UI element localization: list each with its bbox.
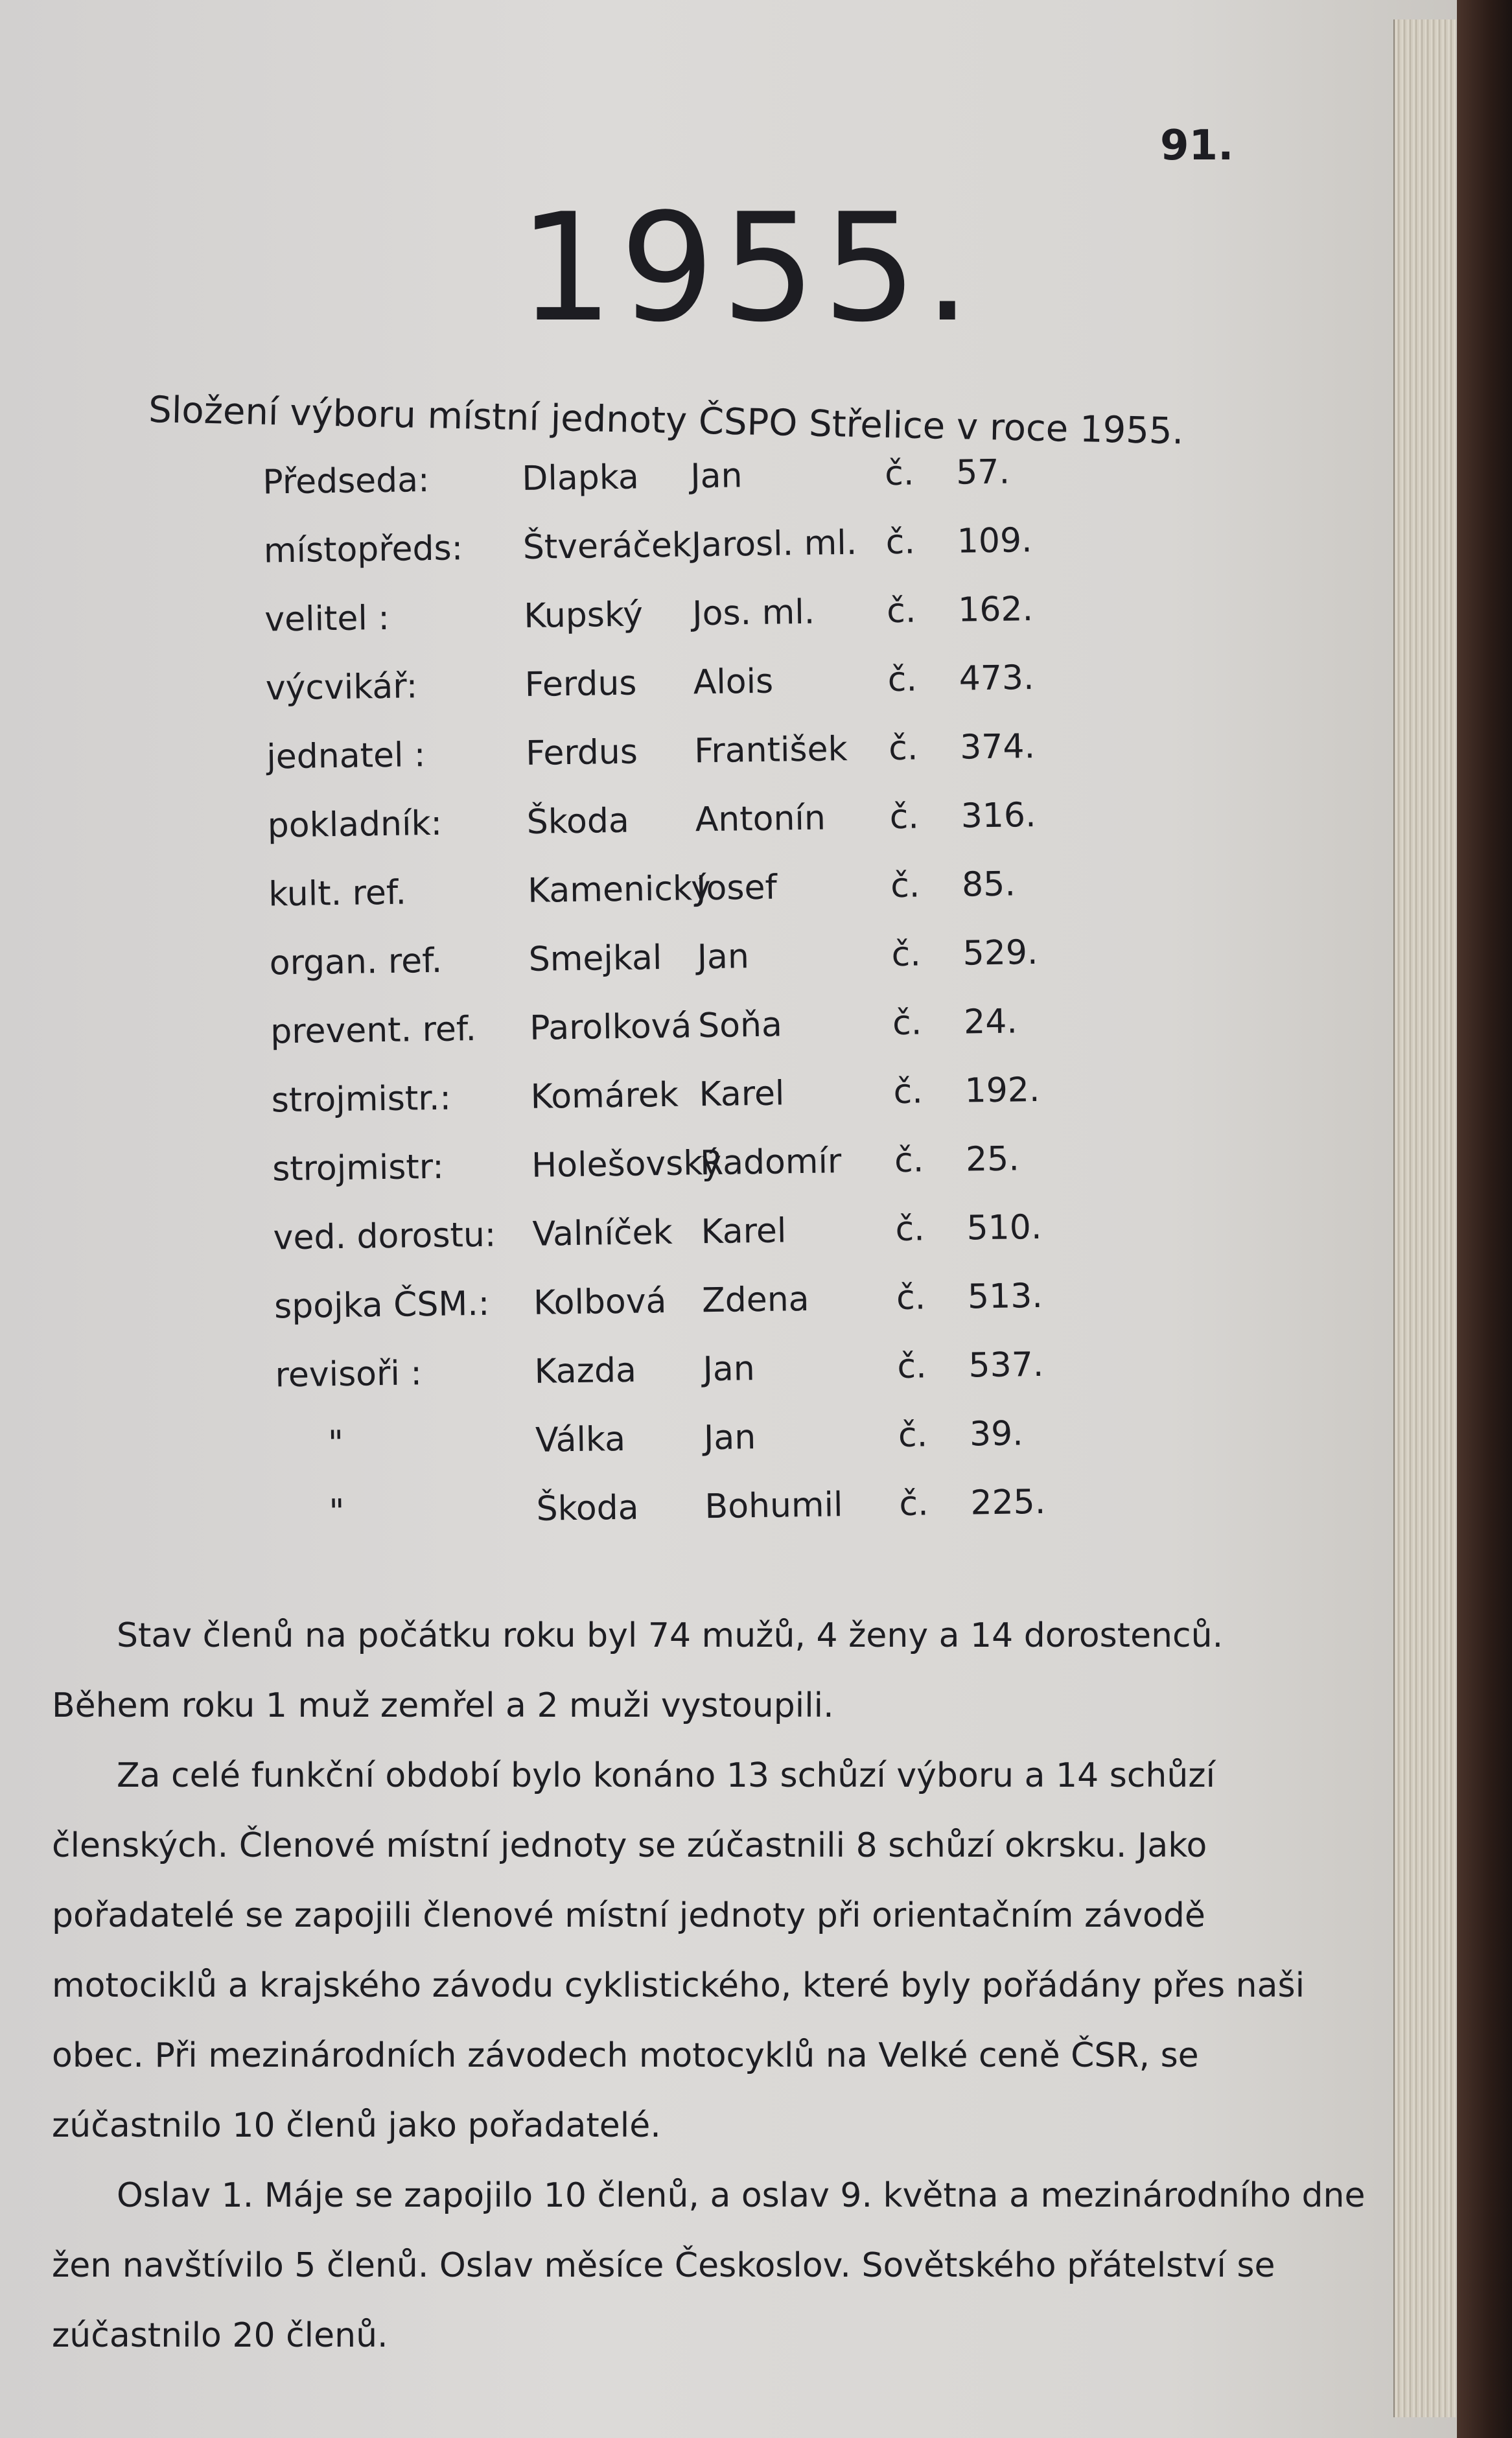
roster-first-name: Alois: [693, 662, 774, 702]
year-title: 1955.: [518, 182, 978, 355]
roster-role: ved. dorostu:: [273, 1215, 496, 1258]
roster-number-label: č.: [887, 660, 918, 700]
roster-role: strojmistr:: [272, 1147, 445, 1189]
roster-surname: Ferdus: [525, 732, 638, 773]
roster-number-label: č.: [884, 454, 914, 494]
roster-house-number: 109.: [957, 521, 1032, 561]
committee-roster: [243, 452, 1101, 1562]
roster-surname: Valníček: [532, 1213, 673, 1254]
roster-first-name: Jan: [703, 1418, 756, 1458]
roster-surname: Kolbová: [533, 1282, 667, 1323]
roster-surname: Kupský: [523, 595, 644, 636]
roster-house-number: 25.: [965, 1139, 1020, 1179]
book-binding: [1457, 0, 1512, 2438]
roster-row: [250, 933, 1093, 1013]
roster-row: [253, 1207, 1097, 1288]
roster-house-number: 39.: [969, 1414, 1024, 1454]
roster-role: strojmistr.:: [271, 1078, 452, 1120]
roster-row: [246, 658, 1089, 738]
roster-surname: Štveráček: [522, 526, 692, 567]
roster-role: prevent. ref.: [270, 1010, 477, 1052]
page-edge: [1393, 19, 1456, 2417]
roster-house-number: 85.: [961, 865, 1016, 905]
roster-row: [249, 864, 1092, 944]
meetings-paragraph: Za celé funkční období bylo konáno 13 schůzí výboru a 14 schůzí členských. Členové místní jednoty se zúčastnili 8 schůzí okrsku. Jako pořadatelé se zapojili členové místní jednoty při orientačním závodě motociklů a krajského závodu cyklistického, které byly pořádány přes naši obec. Při mezinárodních závodech motocyklů na Velké ceně ČSR, se zúčastnilo 10 členů jako pořadatelé.: [52, 1756, 1305, 2145]
roster-house-number: 529.: [962, 933, 1038, 973]
roster-ditto-mark: ": [327, 1423, 344, 1463]
roster-number-label: č.: [899, 1484, 929, 1524]
celebrations-paragraph: Oslav 1. Máje se zapojilo 10 členů, a oslav 9. května a mezinárodního dne žen navštívilo 5 členů. Oslav měsíce Českoslov. Sovětského přátelství se zúčastnilo 20 členů.: [52, 2176, 1366, 2355]
roster-house-number: 374.: [959, 726, 1036, 767]
roster-house-number: 57.: [955, 452, 1010, 493]
roster-first-name: František: [693, 730, 848, 771]
roster-number-label: č.: [893, 1072, 924, 1112]
roster-surname: Komárek: [530, 1075, 679, 1117]
membership-change-paragraph: Během roku 1 muž zemřel a 2 muži vystoupili.: [52, 1686, 834, 1725]
roster-role: pokladník:: [267, 804, 443, 846]
roster-first-name: Antonín: [695, 798, 826, 840]
roster-number-label: č.: [891, 935, 922, 975]
roster-house-number: 537.: [968, 1345, 1044, 1386]
roster-surname: Dlapka: [521, 458, 640, 498]
roster-surname: Ferdus: [524, 664, 637, 704]
roster-number-label: č.: [895, 1209, 925, 1249]
roster-role: revisoři :: [275, 1354, 423, 1395]
roster-number-label: č.: [890, 866, 920, 906]
roster-house-number: 24.: [963, 1002, 1018, 1042]
roster-row: [257, 1413, 1100, 1494]
roster-row: [245, 589, 1088, 669]
roster-first-name: Jan: [697, 937, 750, 977]
roster-first-name: Karel: [701, 1211, 787, 1252]
roster-house-number: 473.: [959, 658, 1034, 699]
roster-role: Předseda:: [262, 460, 430, 502]
roster-row: [251, 1001, 1094, 1082]
roster-first-name: Bohumil: [704, 1485, 843, 1527]
roster-number-label: č.: [897, 1347, 927, 1387]
roster-surname: Kazda: [534, 1351, 637, 1391]
roster-role: spojka ČSM.:: [273, 1284, 490, 1327]
page-number: 91.: [1160, 122, 1234, 170]
roster-first-name: Radomír: [699, 1142, 842, 1183]
roster-house-number: 225.: [970, 1482, 1046, 1523]
roster-house-number: 192.: [964, 1070, 1040, 1111]
roster-role: kult. ref.: [268, 873, 407, 914]
roster-number-label: č.: [892, 1003, 922, 1043]
roster-surname: Škoda: [536, 1488, 639, 1529]
roster-surname: Holešovský: [531, 1143, 722, 1185]
roster-row: [255, 1276, 1098, 1356]
roster-role: velitel :: [264, 598, 390, 640]
roster-surname: Válka: [535, 1419, 626, 1460]
roster-ditto-mark: ": [329, 1492, 345, 1532]
roster-number-label: č.: [885, 522, 916, 563]
roster-first-name: Jan: [690, 456, 743, 496]
roster-first-name: Jarosl. ml.: [691, 523, 857, 565]
roster-row: [253, 1139, 1096, 1219]
roster-row: [244, 520, 1087, 601]
roster-row: [257, 1482, 1100, 1562]
roster-row: [247, 726, 1090, 807]
roster-surname: Parolková: [529, 1006, 692, 1048]
roster-role: výcvikář:: [265, 667, 418, 708]
roster-number-label: č.: [889, 797, 920, 837]
roster-first-name: Soňa: [697, 1005, 783, 1046]
committee-heading: Složení výboru místní jednoty ČSPO Střelice v roce 1955.: [148, 389, 1184, 453]
roster-role: organ. ref.: [269, 941, 443, 983]
roster-surname: Smejkal: [528, 938, 662, 979]
roster-house-number: 316.: [960, 795, 1036, 836]
roster-first-name: Josef: [695, 868, 778, 909]
roster-surname: Škoda: [526, 801, 630, 842]
roster-first-name: Zdena: [701, 1279, 809, 1321]
roster-role: jednatel :: [266, 736, 426, 777]
roster-first-name: Karel: [699, 1074, 785, 1115]
membership-paragraph: Stav členů na počátku roku byl 74 mužů, 4 ženy a 14 dorostenců.: [117, 1616, 1224, 1655]
roster-role: místopředs:: [263, 529, 463, 571]
roster-row: [251, 1070, 1095, 1150]
roster-number-label: č.: [894, 1141, 924, 1181]
roster-house-number: 513.: [967, 1276, 1043, 1317]
roster-row: [248, 795, 1091, 876]
annual-report-text: [52, 1601, 1374, 2371]
roster-number-label: č.: [896, 1278, 926, 1318]
roster-first-name: Jos. ml.: [692, 592, 815, 634]
roster-surname: Kamenický: [527, 868, 712, 911]
roster-number-label: č.: [898, 1415, 928, 1456]
roster-house-number: 510.: [966, 1207, 1042, 1248]
roster-first-name: Jan: [703, 1349, 756, 1389]
roster-house-number: 162.: [957, 590, 1034, 630]
roster-row: [243, 452, 1086, 532]
roster-number-label: č.: [888, 728, 918, 769]
roster-number-label: č.: [886, 591, 916, 631]
roster-row: [255, 1345, 1099, 1425]
